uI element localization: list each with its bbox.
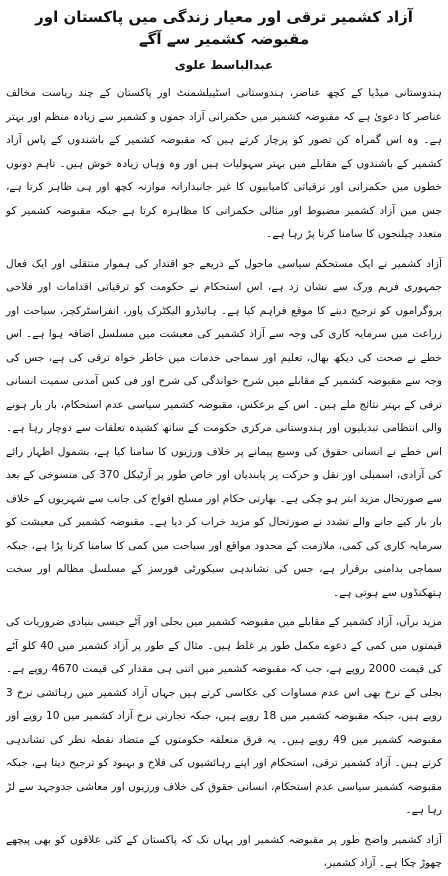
article-paragraph-4: آزاد کشمیر واضح طور پر مقبوضہ کشمیر اور یہاں تک کہ پاکستان کے کئی علاقوں کو بھی پیچھے چھوڑ چکا ہے۔ آزاد کشمیر، (6, 833, 442, 869)
article-author: عبدالباسط علوی (174, 58, 274, 72)
article-paragraph-3: مزید برآں، آزاد کشمیر کے مقابلے میں مقبوضہ کشمیر میں بجلی اور آٹے جیسی بنیادی ضروریات کی قیمتوں میں کمی کے دعوے مکمل طور پر غلط ہیں۔ مثال کے طور پر آزاد کشمیر میں 40 کلو آٹے کی قیمت 2000 روپے ہے، جب کہ مقبوضہ کشمیر میں اتنی ہی مقدار کی قیمت 4670 روپے ہے۔ بجلی کے نرخ بھی اس عدم مساوات کی عکاسی کرتے ہیں جہاں آزاد کشمیر میں رہائشی نرخ 3 روپے ہیں، جبکہ مقبوضہ کشمیر میں 18 روپے ہیں، جبکہ تجارتی نرخ آزاد کشمیر میں 10 روپے اور مقبوضہ کشمیر میں 49 روپے ہیں۔ یہ فرق متعلقہ حکومتوں کے متضاد نقطہ نظر کی نشاندہی کرتے ہیں۔ آزاد کشمیر ترقی، استحکام اور اپنے رہائشیوں کی فلاح و بہبود کو ترجیح دیتا ہے، جبکہ مقبوضہ کشمیر سیاسی عدم استحکام، انسانی حقوق کی خلاف ورزیوں اور معاشی جدوجہد سے لڑ رہا ہے۔ (6, 616, 443, 816)
article-paragraph-2: آزاد کشمیر نے ایک مستحکم سیاسی ماحول کے ذریعے جو اقتدار کی ہموار منتقلی اور ایک فعال جمہوری فریم ورک سے نشان زد ہے، اس استحکام نے حکومت کو ترقیاتی اقدامات اور فلاحی پروگراموں کو ترجیح دینے کا موقع فراہم کیا ہے۔ ہائیڈرو الیکٹرک پاور، انفراسٹرکچر، سیاحت اور زراعت میں سرمایہ کاری کی وجہ سے آزاد کشمیر کی معیشت میں مسلسل اضافہ ہوا ہے۔ اس خطے نے صحت کی دیکھ بھال، تعلیم اور سماجی خدمات میں خاطر خواہ ترقی کی ہے، جس کی وجہ سے مقبوضہ کشمیر کے مقابلے میں شرح خواندگی کی شرح اور فی کس آمدنی سمیت انسانی ترقی کے بہتر نتائج ملے ہیں۔ اس کے برعکس، مقبوضہ کشمیر سیاسی عدم استحکام، بار بار ہونے والی انتظامی تبدیلیوں اور ہندوستانی مرکزی حکومت کے ساتھ کشیدہ تعلقات سے دوچار رہا ہے۔ اس خطے نے انسانی حقوق کی وسیع پیمانے پر خلاف ورزیوں کا سامنا کیا ہے، بشمول اظہار رائے کی آزادی، اسمبلی اور نقل و حرکت پر پابندیاں اور خاص طور پر آرٹیکل 370 کی منسوخی کے بعد سے صورتحال مزید ابتر ہو چکی ہے۔ بھارتی حکام اور مسلح افواج کی جانب سے شہریوں کے خلاف بار بار کیے جانے والے تشدد نے صورتحال کو مزید خراب کر دیا ہے۔ مقبوضہ کشمیر کی معیشت کو سرمایہ کاری کی کمی، ملازمت کے محدود مواقع اور سیاحت میں کمی کا سامنا کرنا پڑا ہے، جبکہ سماجی بدامنی برقرار ہے، جس کی نشاندہی سیکورٹی فورسز کے مسلسل مظالم اور سخت ہتھکنڈوں سے ہوتی ہے۔ (6, 257, 443, 599)
article-title: آزاد کشمیر ترقی اور معیار زندگی میں پاکستان اور مقبوضہ کشمیر سے آگے (35, 8, 413, 48)
article-paragraph-1: ہندوستانی میڈیا کے کچھ عناصر، ہندوستانی اسٹیبلشمنٹ اور پاکستان کے چند ریاست مخالف عناصر کا دعویٰ ہے کہ مقبوضہ کشمیر میں حکمرانی آزاد جموں و کشمیر سے زیادہ منظم اور بہتر ہے۔ وہ اس گمراہ کن تصور کو پرچار کرتے ہیں کہ مقبوضہ کشمیر کے باشندوں کے پاس آزاد کشمیر کے باشندوں کے مقابلے میں بہتر سہولیات ہیں اور وہ وہاں زیادہ خوش ہیں۔ تاہم دونوں خطوں میں حکمرانی اور ترقیاتی کامیابیوں کا غیر جانبدارانہ موازنہ کچھ اور ہی ظاہر کرتا ہے، جس میں آزاد کشمیر مضبوط اور مثالی حکمرانی کا مظاہرہ کرتا ہے جبکہ مقبوضہ کشمیر کو متعدد چیلنجوں کا سامنا کرنا پڑ رہا ہے۔ (6, 87, 442, 240)
